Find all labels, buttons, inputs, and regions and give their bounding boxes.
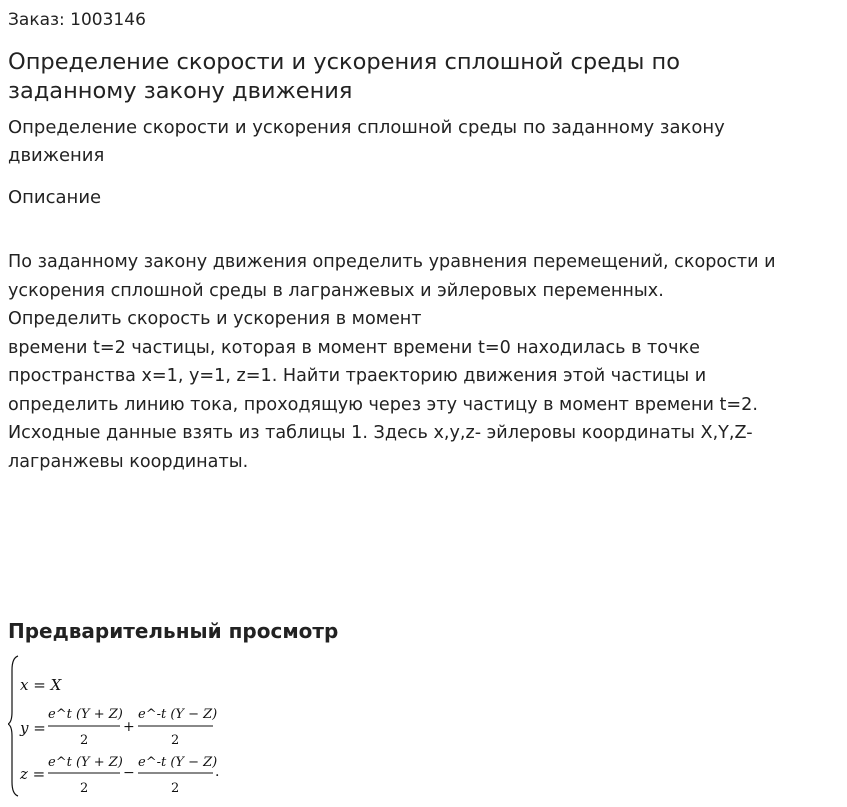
formula-line-3-denominator-1: 2 [80,781,89,796]
page-subtitle: Определение скорости и ускорения сплошной среды по заданному закону движения [8,117,725,166]
formula-image [8,652,268,802]
formula-line-2-denominator-1: 2 [80,733,89,748]
formula-line-3-lhs: z = [20,765,46,783]
description-line: По заданному закону движения определить уравнения перемещений, скорости и [8,252,776,272]
formula-line-2-denominator-2: 2 [171,733,180,748]
description-line: времени t=2 частицы, которая в момент времени t=0 находилась в точке [8,337,700,358]
formula-line-2-numerator-2: e^-t (Y − Z) [138,707,218,722]
formula-line-2-lhs: y = [20,719,46,737]
formula-line-3-denominator-2: 2 [171,781,180,796]
page-title: Определение скорости и ускорения сплошной среды по заданному закону движения [8,49,681,104]
preview-heading: Предварительный просмотр [8,619,339,643]
description-line: Исходные данные взять из таблицы 1. Здесь x,y,z- эйлеровы координаты X,Y,Z- [8,423,753,443]
formula-line-3-end: . [215,764,220,780]
description-line: пространства x=1, y=1, z=1. Найти траекторию движения этой частицы и [8,366,707,386]
left-brace-icon [8,656,18,796]
order-number: Заказ: 1003146 [8,10,146,30]
formula-line-2-numerator-1: e^t (Y + Z) [48,707,123,722]
formula-line-3-numerator-1: e^t (Y + Z) [48,755,123,770]
description-line: лагранжевы координаты. [8,451,249,472]
description-body [8,248,843,476]
formula-line-1: x = X [20,676,62,694]
formula-line-3-numerator-2: e^-t (Y − Z) [138,755,218,770]
formula-preview [8,652,268,802]
description-line: определить линию тока, проходящую через эту частицу в момент времени t=2. [8,394,758,415]
description-line: ускорения сплошной среды в лагранжевых и эйлеровых переменных. [8,280,664,301]
description-heading: Описание [8,187,102,208]
description-line: Определить скорость и ускорения в момент [8,309,422,329]
formula-line-2-operator: + [123,719,135,735]
formula-line-3-operator: − [123,765,135,781]
